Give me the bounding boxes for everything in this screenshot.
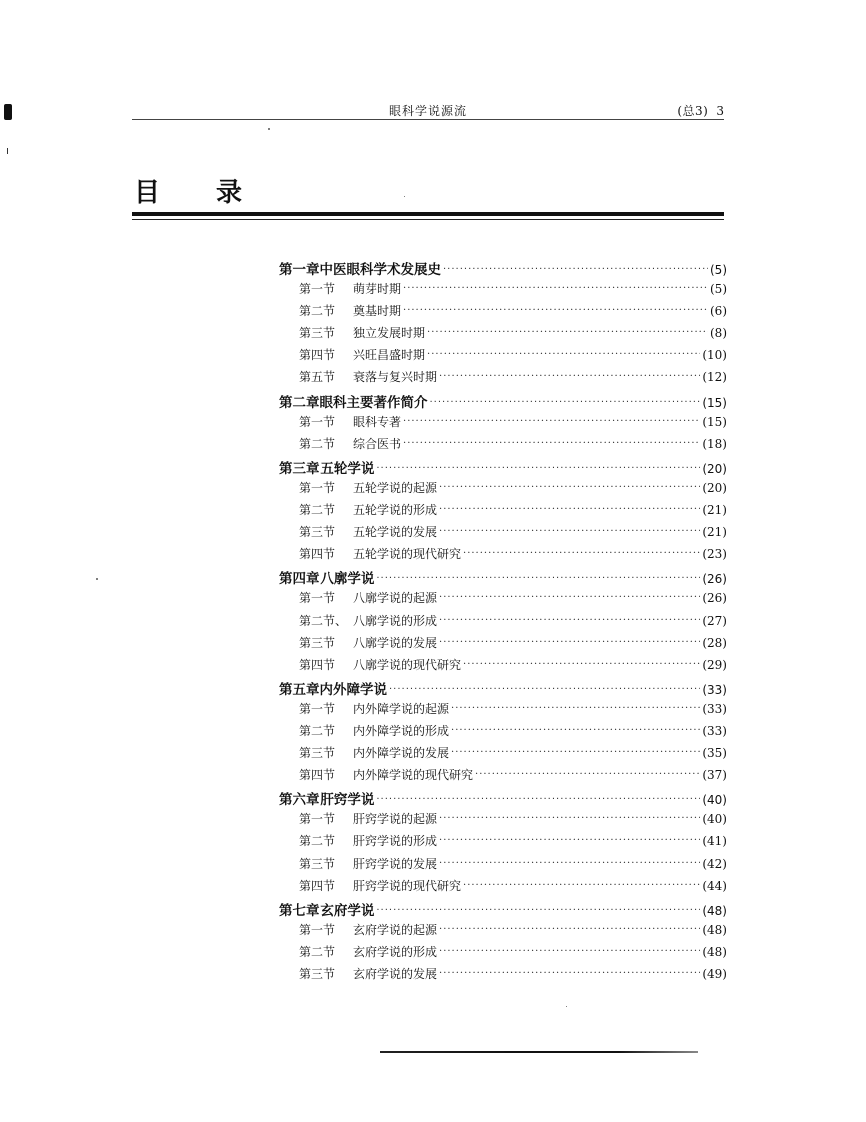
section-title: 玄府学说的形成: [353, 944, 438, 959]
toc-section-entry: [279, 810, 727, 832]
toc-section-entry: [279, 766, 727, 788]
page-reference: (8): [710, 326, 727, 341]
title-rule-thin: [132, 219, 724, 220]
chapter-title: 五轮学说: [320, 460, 375, 477]
toc-section-entry: [279, 545, 727, 567]
page-reference: (48): [702, 922, 727, 937]
dot-leader: [463, 880, 700, 891]
page-reference: (40): [702, 812, 727, 827]
section-title: 八廓学说的起源: [353, 591, 438, 606]
page-reference: (10): [702, 348, 727, 363]
dot-leader: [439, 504, 700, 515]
dot-leader: [463, 548, 700, 559]
page-reference: (48): [702, 944, 727, 959]
dot-leader: [439, 835, 700, 846]
toc-chapter-entry: [279, 457, 727, 479]
toc-section-entry: [279, 612, 727, 634]
dot-leader: [403, 416, 700, 427]
dot-leader: [376, 905, 700, 916]
toc-section-entry: [279, 943, 727, 965]
page-number: 3: [716, 104, 724, 118]
dot-leader: [403, 283, 708, 294]
section-title: 内外障学说的形成: [353, 723, 450, 738]
chapter-number: 第一章: [279, 262, 320, 278]
total-page: (总3): [677, 104, 709, 118]
page-reference: (33): [702, 701, 727, 716]
page-reference: (29): [702, 657, 727, 672]
section-title: 独立发展时期: [353, 326, 426, 341]
page-reference: (41): [702, 834, 727, 849]
section-number: 第二节: [299, 436, 336, 451]
section-number: 第三节: [299, 525, 336, 540]
page-reference: (23): [702, 547, 727, 562]
page-reference: (42): [702, 856, 727, 871]
table-of-contents: [279, 258, 727, 987]
dot-leader: [389, 684, 700, 695]
section-title: 肝窍学说的形成: [353, 834, 438, 849]
scan-speck: [404, 196, 405, 197]
page-reference: (26): [702, 591, 727, 606]
section-title: 肝窍学说的起源: [353, 812, 438, 827]
section-title: 衰落与复兴时期: [353, 370, 438, 385]
section-number: 第二节: [299, 944, 336, 959]
dot-leader: [439, 813, 700, 824]
page-reference: (27): [702, 613, 727, 628]
chapter-number: 第三章: [279, 460, 320, 477]
dot-leader: [430, 397, 701, 408]
toc-section-entry: [279, 435, 727, 457]
page-reference: (20): [702, 480, 727, 495]
section-number: 第三节: [299, 967, 336, 981]
dot-leader: [376, 794, 700, 805]
section-number: 第四节: [299, 878, 336, 893]
toc-section-entry: [279, 855, 727, 877]
toc-section-entry: [279, 413, 727, 435]
footer-rule: [380, 1051, 698, 1053]
toc-section-entry: [279, 656, 727, 678]
section-number: 第四节: [299, 657, 336, 672]
section-number: 第三节: [299, 746, 336, 761]
toc-section-entry: [279, 722, 727, 744]
page-reference: (48): [702, 903, 727, 918]
section-number: 第二节: [299, 503, 336, 518]
page-reference: (21): [702, 503, 727, 518]
toc-chapter-entry: [279, 391, 727, 413]
section-title: 肝窍学说的发展: [353, 856, 438, 871]
toc-section-entry: [279, 368, 727, 390]
toc-section-entry: [279, 589, 727, 611]
dot-leader: [439, 637, 700, 648]
section-title: 八廓学说的现代研究: [353, 657, 462, 672]
toc-section-entry: [279, 479, 727, 501]
dot-leader: [475, 769, 700, 780]
chapter-number: 第七章: [279, 902, 320, 919]
page-reference: (28): [702, 635, 727, 650]
chapter-number: 第四章: [279, 571, 320, 588]
section-number: 第四节: [299, 768, 336, 783]
page-reference: (5): [710, 282, 727, 297]
scan-mark: [4, 104, 12, 120]
section-number: 第四节: [299, 348, 336, 363]
dot-leader: [376, 573, 700, 584]
section-number: 第四节: [299, 547, 336, 562]
section-title: 眼科专著: [353, 414, 402, 429]
section-title: 奠基时期: [353, 304, 402, 319]
chapter-title: 玄府学说: [320, 902, 375, 919]
toc-chapter-entry: [279, 567, 727, 589]
dot-leader: [403, 305, 708, 316]
page-reference: (18): [702, 436, 727, 451]
chapter-title: 八廓学说: [320, 571, 375, 588]
toc-section-entry: [279, 921, 727, 943]
toc-section-entry: [279, 324, 727, 346]
page-reference: (35): [702, 746, 727, 761]
section-number: 第二节: [299, 304, 336, 319]
section-title: 玄府学说的起源: [353, 922, 438, 937]
toc-chapter-entry: [279, 258, 727, 280]
dot-leader: [376, 463, 700, 474]
page-reference: (15): [702, 395, 727, 410]
page-reference: (20): [702, 461, 727, 476]
dot-leader: [439, 924, 700, 935]
dot-leader: [427, 349, 700, 360]
section-number: 第一节: [299, 591, 336, 606]
section-number: 第一节: [299, 812, 336, 827]
scan-tick: [7, 148, 8, 154]
section-number: 第一节: [299, 414, 336, 429]
page-reference: (49): [702, 967, 727, 981]
page-reference: (33): [702, 723, 727, 738]
dot-leader: [443, 264, 708, 275]
section-title: 内外障学说的发展: [353, 746, 450, 761]
toc-section-entry: [279, 523, 727, 545]
dot-leader: [439, 526, 700, 537]
running-title: 眼科学说源流: [388, 104, 467, 118]
toc-section-entry: [279, 877, 727, 899]
toc-section-entry: [279, 700, 727, 722]
chapter-title: 内外障学说: [319, 681, 387, 698]
section-number: 第一节: [299, 701, 336, 716]
section-number: 第三节: [299, 326, 336, 341]
dot-leader: [451, 747, 700, 758]
toc-chapter-entry: [279, 899, 727, 921]
chapter-title: 中医眼科学术发展史: [319, 262, 441, 278]
section-number: 第五节: [299, 370, 336, 385]
dot-leader: [439, 482, 700, 493]
dot-leader: [427, 327, 708, 338]
section-title: 肝窍学说的现代研究: [353, 878, 462, 893]
header-rule: [132, 119, 724, 120]
toc-section-entry: [279, 346, 727, 368]
chapter-title: 眼科主要著作简介: [319, 394, 428, 411]
chapter-number: 第五章: [279, 681, 320, 698]
running-header: [132, 100, 724, 120]
running-page-number: [677, 102, 724, 119]
section-title: 八廓学说的形成: [353, 613, 438, 628]
section-number: 第二节: [299, 723, 336, 738]
page-reference: (40): [702, 793, 727, 808]
page-reference: (6): [710, 304, 727, 319]
page-reference: (12): [702, 370, 727, 385]
section-title: 内外障学说的起源: [353, 701, 450, 716]
toc-section-entry: [279, 744, 727, 766]
page-reference: (26): [702, 572, 727, 587]
dot-leader: [439, 858, 700, 869]
section-number: 第一节: [299, 480, 336, 495]
chapter-title: 肝窍学说: [320, 792, 375, 809]
section-number: 第三节: [299, 635, 336, 650]
section-number: 第一节: [299, 922, 336, 937]
section-title: 内外障学说的现代研究: [353, 768, 474, 783]
section-number: 第三节: [299, 856, 336, 871]
dot-leader: [439, 592, 700, 603]
section-title: 兴旺昌盛时期: [353, 348, 426, 363]
section-title: 五轮学说的现代研究: [353, 547, 462, 562]
toc-section-entry: [279, 965, 727, 987]
section-title: 五轮学说的形成: [353, 503, 438, 518]
scan-speck: [268, 128, 270, 130]
section-number: 第二节: [299, 834, 336, 849]
page-reference: (33): [702, 682, 727, 697]
section-title: 五轮学说的发展: [353, 525, 438, 540]
title-rule: [132, 212, 724, 216]
toc-section-entry: [279, 501, 727, 523]
dot-leader: [439, 968, 700, 979]
section-title: 五轮学说的起源: [353, 480, 438, 495]
dot-leader: [451, 703, 700, 714]
dot-leader: [439, 615, 700, 626]
toc-chapter-entry: [279, 788, 727, 810]
scan-speck: [566, 1006, 567, 1007]
section-title: 玄府学说的发展: [353, 967, 438, 981]
page-reference: (44): [702, 878, 727, 893]
scan-speck: [96, 578, 98, 580]
page-reference: (15): [702, 414, 727, 429]
dot-leader: [463, 659, 700, 670]
section-number: 第二节、: [299, 613, 348, 628]
toc-section-entry: [279, 302, 727, 324]
section-number: 第一节: [299, 282, 336, 297]
toc-section-entry: [279, 832, 727, 854]
dot-leader: [451, 725, 700, 736]
page-reference: (5): [710, 263, 727, 277]
dot-leader: [403, 438, 700, 449]
dot-leader: [439, 946, 700, 957]
chapter-number: 第六章: [279, 792, 320, 809]
section-title: 萌芽时期: [353, 282, 402, 297]
dot-leader: [439, 371, 700, 382]
toc-chapter-entry: [279, 678, 727, 700]
page-reference: (37): [702, 768, 727, 783]
toc-section-entry: [279, 280, 727, 302]
page-reference: (21): [702, 525, 727, 540]
section-title: 综合医书: [353, 436, 402, 451]
page-title: 目录: [134, 178, 299, 208]
toc-section-entry: [279, 634, 727, 656]
chapter-number: 第二章: [279, 394, 320, 411]
section-title: 八廓学说的发展: [353, 635, 438, 650]
